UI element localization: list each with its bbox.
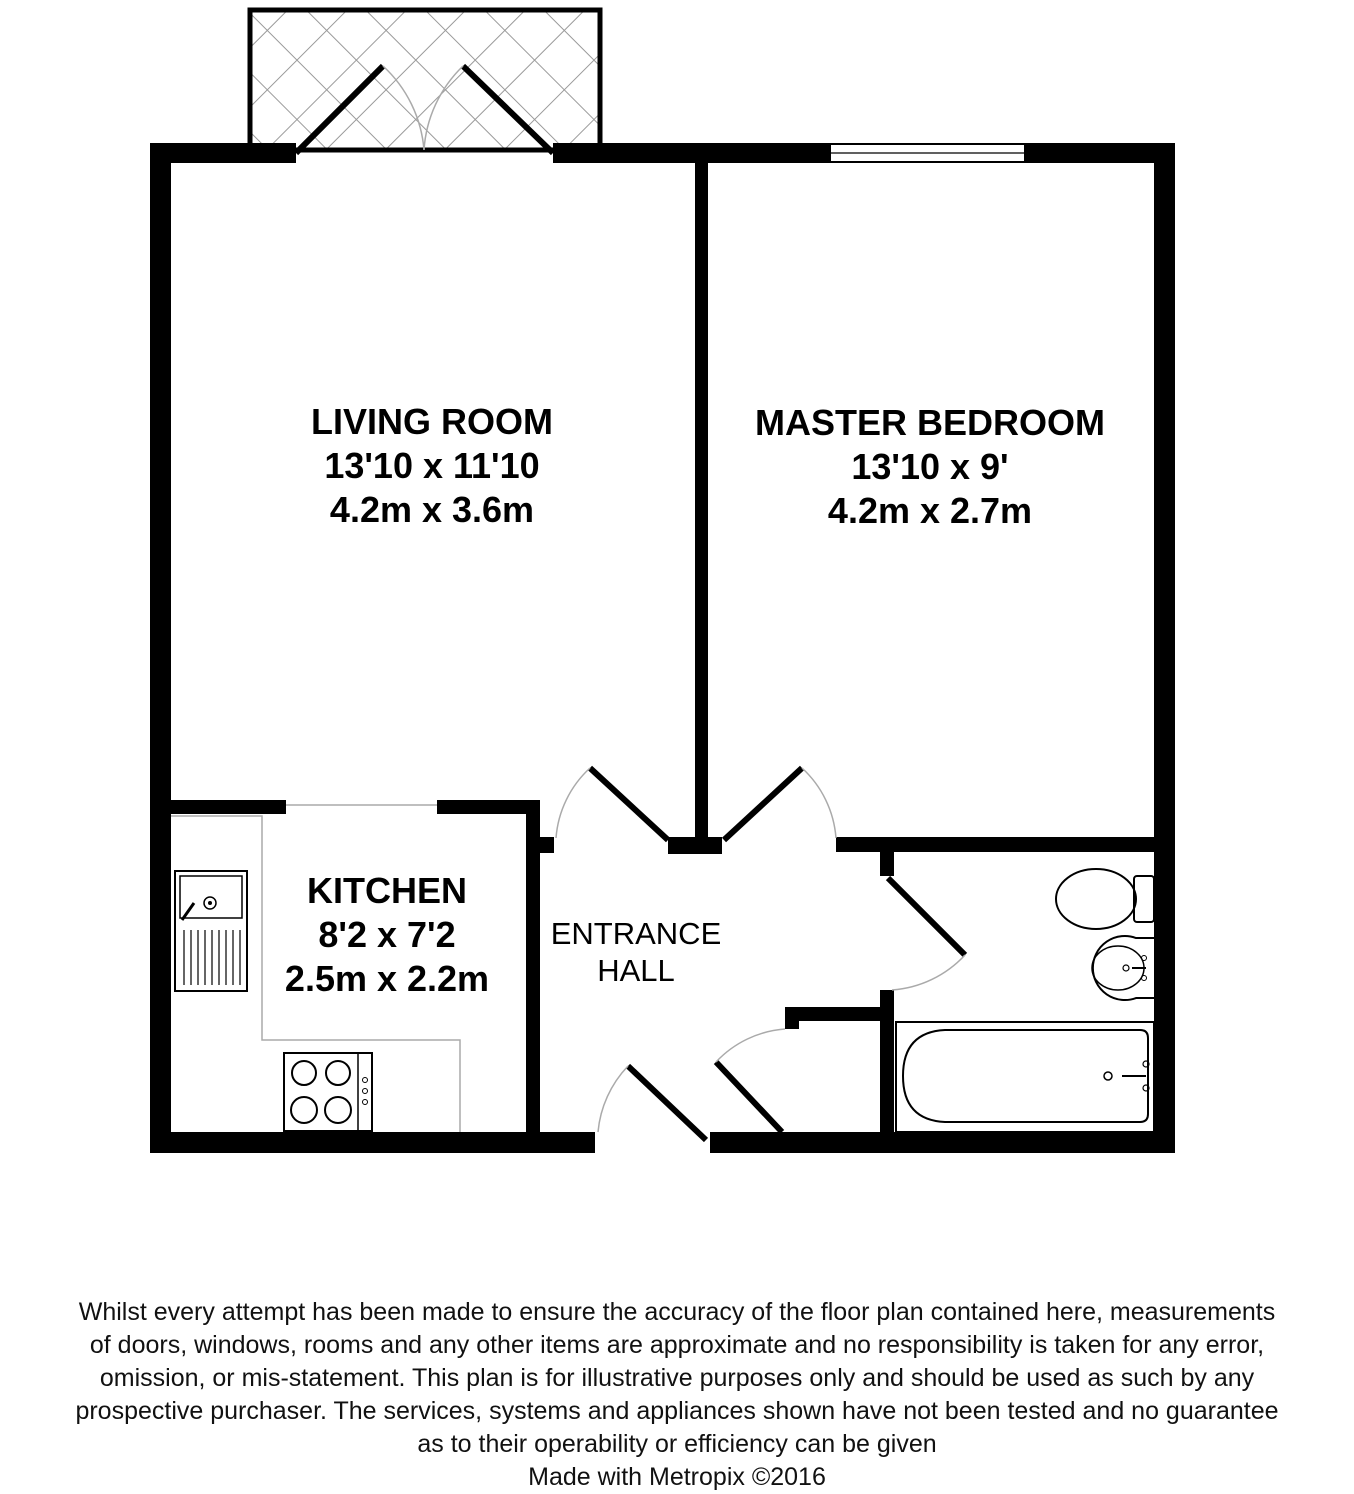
kitchen-imperial: 8'2 x 7'2 [318, 914, 456, 955]
living-room-imperial: 13'10 x 11'10 [324, 445, 540, 486]
cooker-hob [284, 1053, 372, 1131]
entrance-hall-label [551, 916, 722, 988]
bedroom-imperial: 13'10 x 9' [851, 446, 1009, 487]
outer-walls [150, 143, 1175, 1153]
living-room-label [311, 401, 553, 530]
metropix-credit: Made with Metropix ©2016 [528, 1463, 826, 1491]
cupboard-door [716, 1029, 785, 1132]
toilet [1056, 869, 1154, 929]
kitchen-sink [175, 871, 247, 991]
entrance-door [598, 1066, 706, 1140]
disclaimer-line: Whilst every attempt has been made to ensure the accuracy of the floor plan contained here, measurements [78, 1298, 1276, 1326]
bedroom-door [724, 768, 836, 840]
bathroom-door [888, 878, 965, 990]
wash-basin [1092, 936, 1154, 1000]
balcony [250, 10, 600, 150]
bedroom-name: MASTER BEDROOM [755, 402, 1105, 443]
kitchen-name: KITCHEN [307, 870, 467, 911]
disclaimer [0, 1296, 1354, 1494]
kitchen-metric: 2.5m x 2.2m [284, 958, 490, 999]
bedroom-label [755, 402, 1105, 531]
kitchen-label [285, 870, 489, 999]
living-room-name: LIVING ROOM [311, 401, 553, 442]
bathtub [896, 1022, 1154, 1132]
entrance-hall-line1: ENTRANCE [550, 916, 722, 951]
living-room-metric: 4.2m x 3.6m [329, 489, 535, 530]
disclaimer-line: omission, or mis-statement. This plan is for illustrative purposes only and should be used as such by any [99, 1364, 1255, 1392]
living-room-door [556, 768, 668, 840]
disclaimer-line: prospective purchaser. The services, systems and appliances shown have not been tested and no guarantee [75, 1397, 1279, 1425]
bedroom-metric: 4.2m x 2.7m [827, 490, 1033, 531]
disclaimer-line: of doors, windows, rooms and any other items are approximate and no responsibility is taken for any error, [89, 1331, 1265, 1359]
entrance-hall-line2: HALL [597, 953, 675, 988]
bedroom-window [830, 144, 1025, 162]
disclaimer-line: as to their operability or efficiency can be given [417, 1430, 937, 1458]
